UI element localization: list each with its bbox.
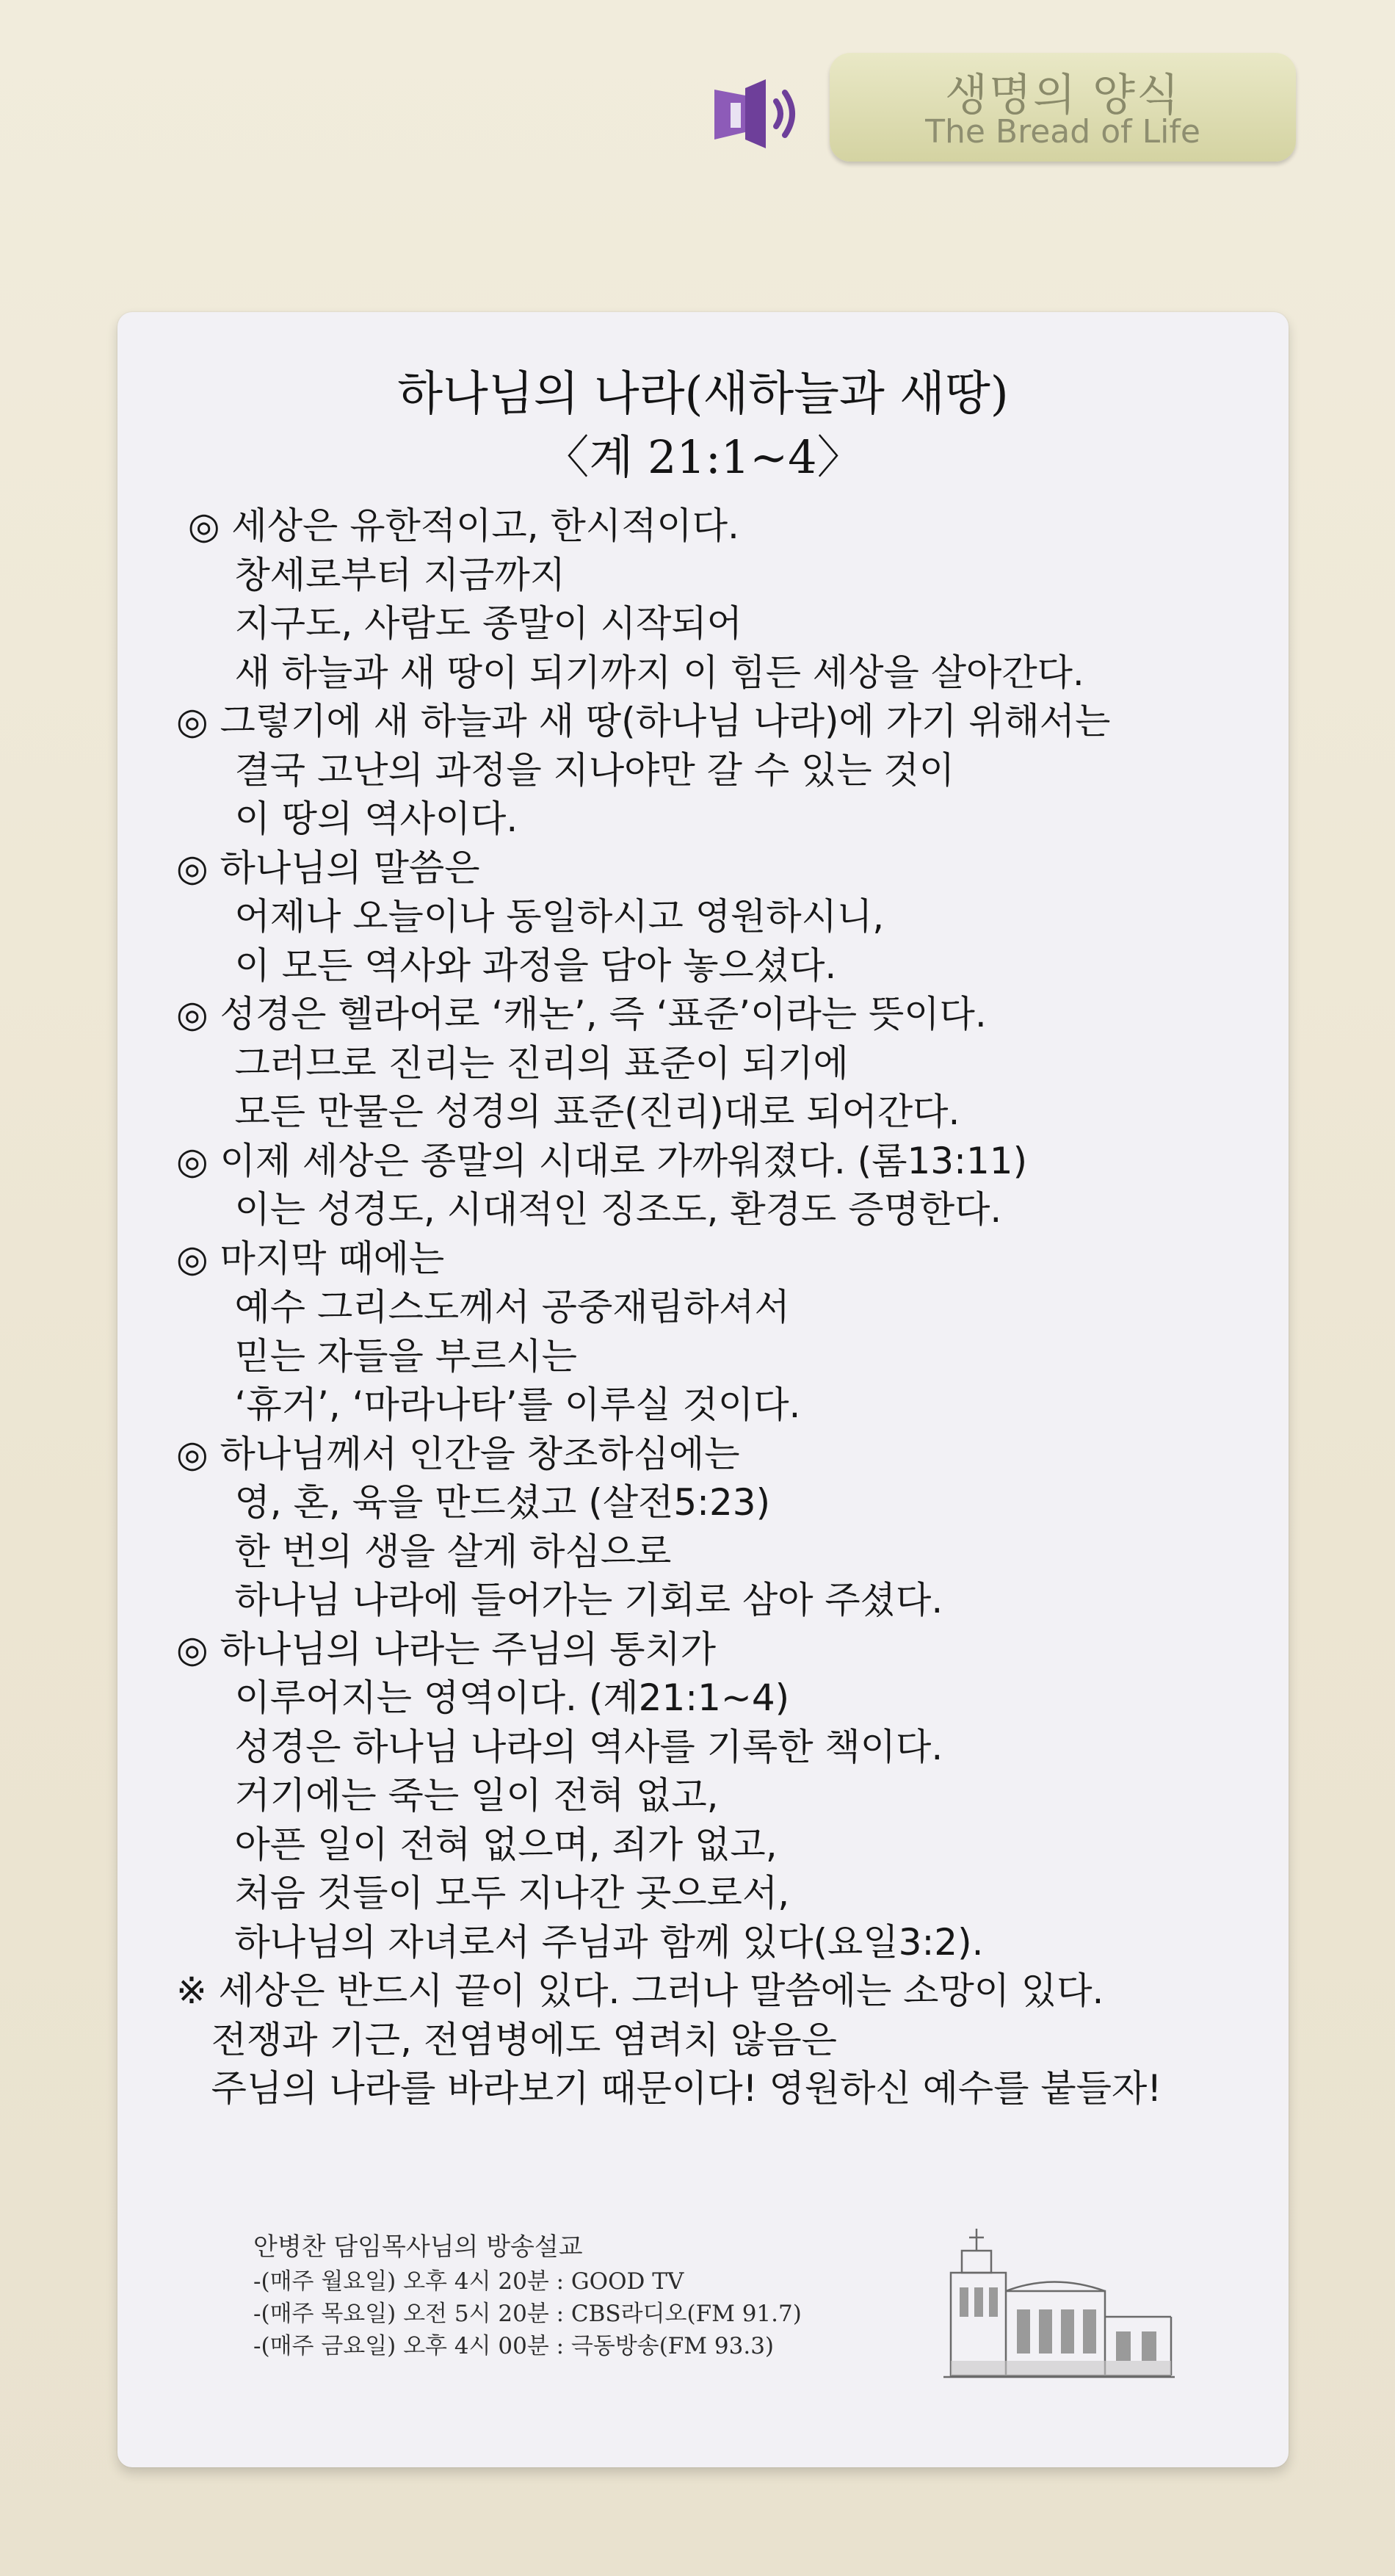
sermon-line: ◎ 세상은 유한적이고, 한시적이다.: [176, 504, 739, 547]
sermon-line: ‘휴거’, ‘마라나타’를 이루실 것이다.: [176, 1383, 801, 1426]
sermon-line: ◎ 하나님께서 인간을 창조하심에는: [176, 1432, 740, 1475]
sermon-line: ◎ 하나님의 말씀은: [176, 846, 480, 889]
badge-title-korean: 생명의 양식: [945, 70, 1181, 121]
sermon-line: 예수 그리스도께서 공중재림하셔서: [176, 1286, 790, 1328]
sermon-line: 믿는 자들을 부르시는: [176, 1334, 577, 1378]
sermon-line: 이루어지는 영역이다. (계21:1~4): [176, 1676, 790, 1719]
sermon-line: 지구도, 사람도 종말이 시작되어: [176, 602, 742, 645]
sermon-line: 주님의 나라를 바라보기 때문이다! 영원하신 예수를 붙들자!: [176, 2067, 1162, 2110]
broadcast-title: 안병찬 담임목사님의 방송설교: [253, 2232, 583, 2262]
title-badge: [830, 53, 1296, 162]
sermon-line: 하나님 나라에 들어가는 기회로 삼아 주셨다.: [176, 1579, 943, 1621]
broadcast-info: [253, 2229, 1024, 2362]
sermon-line: 결국 고난의 과정을 지나야만 갈 수 있는 것이: [176, 748, 955, 792]
sermon-line: 어제나 오늘이나 동일하시고 영원하시니,: [176, 895, 885, 938]
sermon-line: 하나님의 자녀로서 주님과 함께 있다(요일3:2).: [176, 1920, 984, 1964]
sermon-line: 이 땅의 역사이다.: [176, 797, 518, 840]
sermon-line: 이는 성경도, 시대적인 징조도, 환경도 증명한다.: [176, 1188, 1002, 1231]
badge-title-english: The Bread of Life: [925, 113, 1200, 151]
sermon-line: 아픈 일이 전혀 없으며, 죄가 없고,: [176, 1823, 778, 1866]
sermon-line: ※ 세상은 반드시 끝이 있다. 그러나 말씀에는 소망이 있다.: [176, 1969, 1104, 2012]
broadcast-schedule-item: -(매주 월요일) 오후 4시 20분 : GOOD TV: [253, 2268, 684, 2295]
sermon-line: 창세로부터 지금까지: [176, 553, 566, 596]
scripture-reference: 〈계 21:1~4〉: [543, 430, 863, 484]
sermon-line: ◎ 이제 세상은 종말의 시대로 가까워졌다. (롬13:11): [176, 1139, 1028, 1182]
sermon-line: 한 번의 생을 살게 하심으로: [176, 1530, 672, 1573]
sermon-line: 전쟁과 기근, 전염병에도 염려치 않음은: [176, 2018, 837, 2061]
sermon-line: ◎ 성경은 헬라어로 ‘캐논’, 즉 ‘표준’이라는 뜻이다.: [176, 993, 987, 1035]
broadcast-schedule-item: -(매주 목요일) 오전 5시 20분 : CBS라디오(FM 91.7): [253, 2301, 802, 2327]
sermon-line: 거기에는 죽는 일이 전혀 없고,: [176, 1774, 719, 1817]
sermon-line: ◎ 마지막 때에는: [176, 1237, 445, 1280]
sermon-line: ◎ 하나님의 나라는 주님의 통치가: [176, 1627, 717, 1671]
sermon-body: [176, 502, 1278, 2113]
sermon-line: 그러므로 진리는 진리의 표준이 되기에: [176, 1041, 849, 1085]
broadcast-schedule-item: -(매주 금요일) 오후 4시 00분 : 극동방송(FM 93.3): [253, 2333, 775, 2359]
sermon-card: [117, 312, 1289, 2467]
sermon-line: 새 하늘과 새 땅이 되기까지 이 힘든 세상을 살아간다.: [176, 651, 1084, 694]
sermon-line: 영, 혼, 육을 만드셨고 (살전5:23): [176, 1481, 771, 1524]
church-building-icon: [936, 2221, 1178, 2390]
sermon-line: 모든 만물은 성경의 표준(진리)대로 되어간다.: [176, 1090, 960, 1133]
sermon-line: 처음 것들이 모두 지나간 곳으로서,: [176, 1872, 790, 1914]
sermon-line: ◎ 그렇기에 새 하늘과 새 땅(하나님 나라)에 가기 위해서는: [176, 700, 1111, 742]
speaker-icon[interactable]: [709, 73, 819, 154]
sermon-line: 이 모든 역사와 과정을 담아 놓으셨다.: [176, 944, 837, 987]
sermon-line: 성경은 하나님 나라의 역사를 기록한 책이다.: [176, 1725, 943, 1768]
sermon-title: 하나님의 나라(새하늘과 새땅): [397, 367, 1009, 422]
